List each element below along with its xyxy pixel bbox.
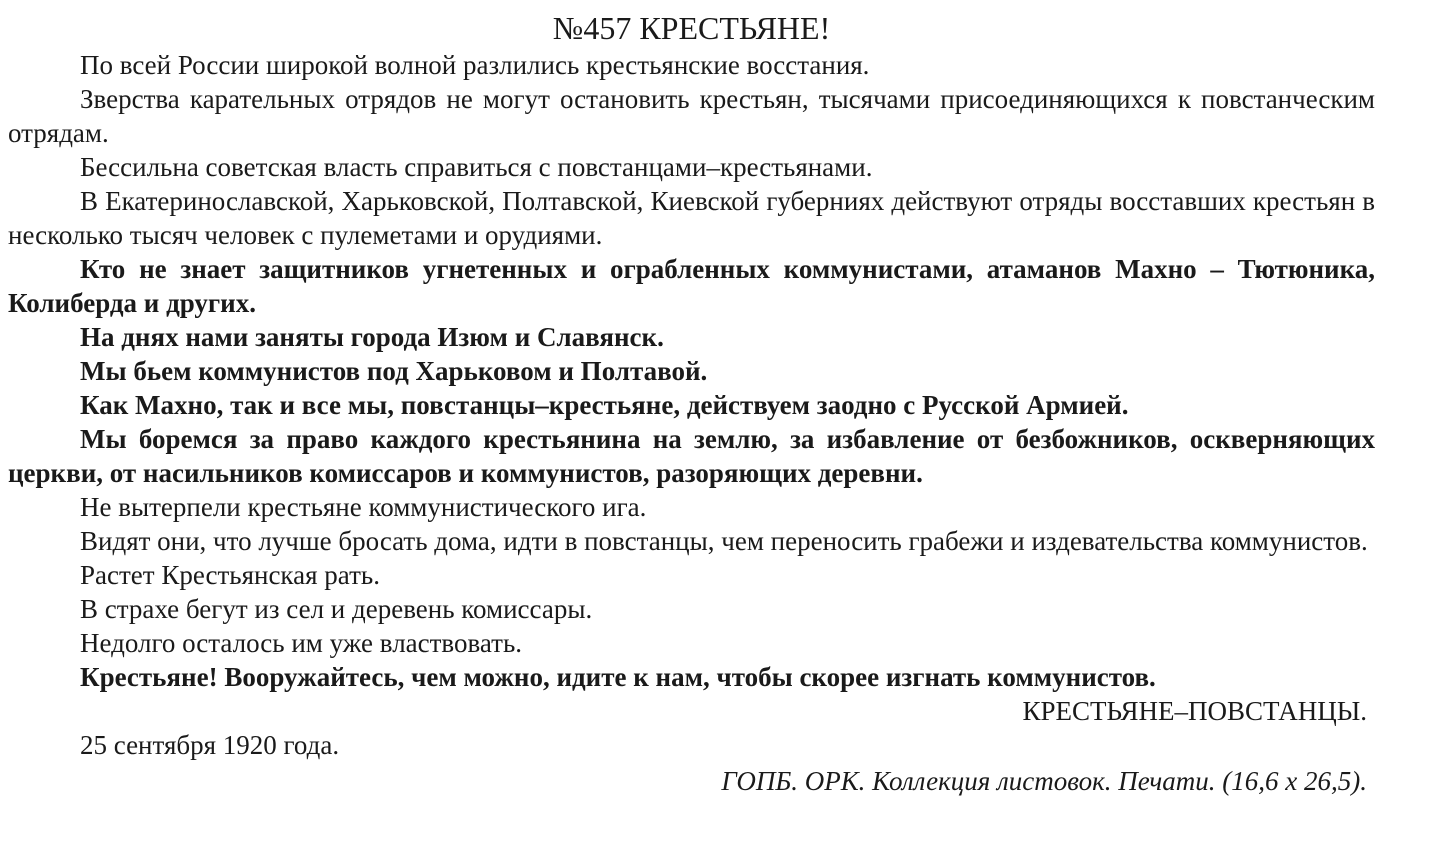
document-title: №457 КРЕСТЬЯНЕ! — [552, 10, 831, 46]
paragraph-8: Как Махно, так и все мы, повстанцы–крестьяне, действуем заодно с Русской Армией. — [80, 390, 1129, 420]
paragraph-14: Недолго осталось им уже властвовать. — [80, 628, 523, 658]
source-citation: ГОПБ. ОРК. Коллекция листовок. Печати. (16,6 х 26,5). — [721, 766, 1367, 796]
paragraph-13: В страхе бегут из сел и деревень комиссары. — [80, 594, 593, 624]
paragraph-12: Растет Крестьянская рать. — [80, 560, 380, 590]
paragraph-2: Зверства карательных отрядов не могут остановить крестьян, тысячами присоединяющихся к повстанческим отрядам. — [8, 84, 1375, 148]
paragraph-15: Крестьяне! Вооружайтесь, чем можно, идите к нам, чтобы скорее изгнать коммунистов. — [80, 662, 1156, 692]
paragraph-10: Не вытерпели крестьяне коммунистического ига. — [80, 492, 647, 522]
paragraph-5: Кто не знает защитников угнетенных и ограбленных коммунистами, атаманов Махно – Тютюника, Колиберда и других. — [8, 254, 1375, 318]
paragraph-9: Мы боремся за право каждого крестьянина на землю, за избавление от безбожников, оскверняющих церкви, от насильников комиссаров и коммунистов, разоряющих деревни. — [8, 424, 1375, 488]
paragraph-1: По всей России широкой волной разлились крестьянские восстания. — [80, 50, 870, 80]
paragraph-4: В Екатеринославской, Харьковской, Полтавской, Киевской губерниях действуют отряды восставших крестьян в несколько тысяч человек с пулеметами и орудиями. — [8, 186, 1375, 250]
document-page — [8, 8, 1375, 798]
paragraph-6: На днях нами заняты города Изюм и Славянск. — [80, 322, 664, 352]
signature: КРЕСТЬЯНЕ–ПОВСТАНЦЫ. — [1022, 696, 1367, 726]
paragraph-3: Бессильна советская власть справиться с повстанцами–крестьянами. — [80, 152, 873, 182]
paragraph-7: Мы бьем коммунистов под Харьковом и Полтавой. — [80, 356, 708, 386]
paragraph-11: Видят они, что лучше бросать дома, идти в повстанцы, чем переносить грабежи и издевательства коммунистов. — [80, 526, 1368, 556]
document-date: 25 сентября 1920 года. — [80, 730, 340, 760]
